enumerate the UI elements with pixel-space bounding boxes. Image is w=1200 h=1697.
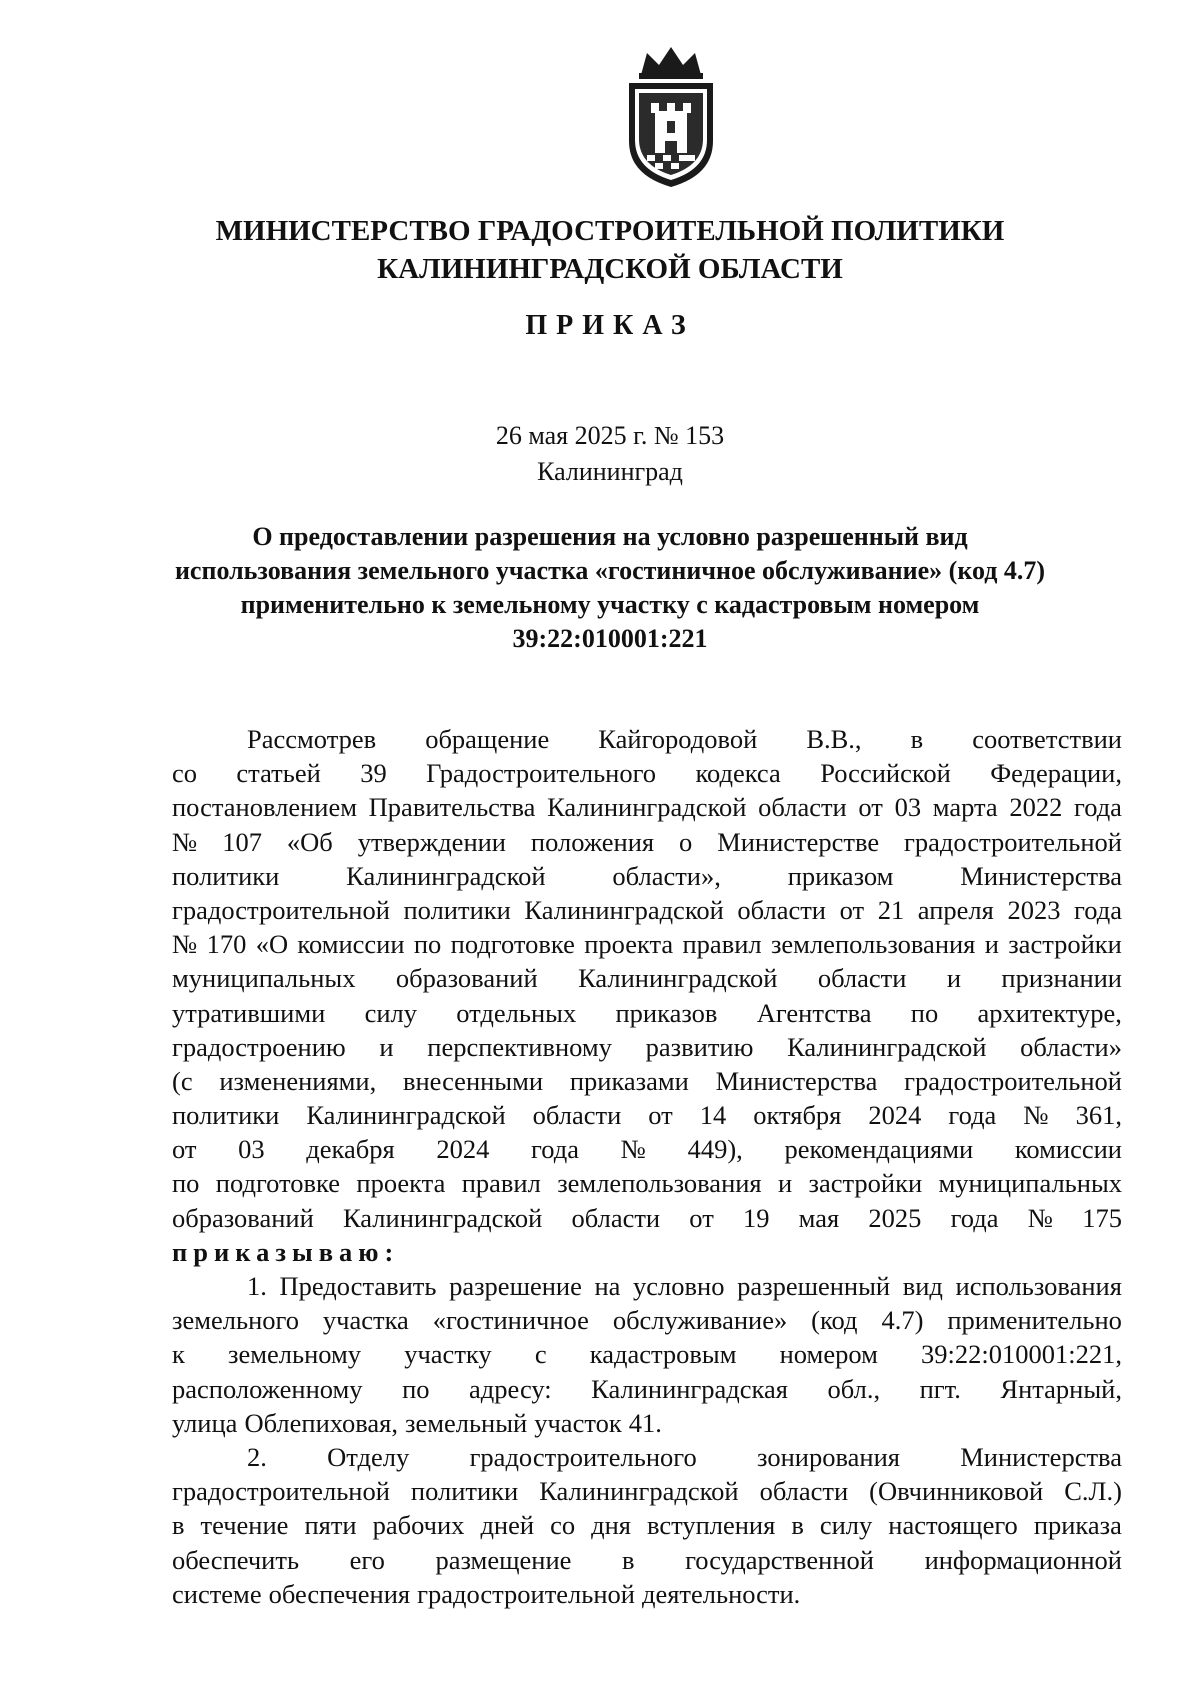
word: течение <box>200 1510 289 1541</box>
word: 21 <box>877 894 905 925</box>
text-line <box>172 927 1122 961</box>
word: и <box>946 963 962 994</box>
text-line <box>172 1064 1122 1098</box>
word: соответствии <box>972 724 1122 754</box>
word: градостроительной <box>417 1578 635 1609</box>
word: области» <box>1020 1031 1122 1062</box>
word: землепользования <box>770 929 976 960</box>
word: Министерстве <box>717 826 880 857</box>
word: государственной <box>685 1544 874 1575</box>
text-line <box>172 1098 1122 1132</box>
word: применительно <box>947 1305 1122 1336</box>
word: градостроительной <box>904 1065 1122 1096</box>
word: пгт. <box>919 1373 961 1404</box>
word: развитию <box>645 1031 754 1062</box>
text-line <box>172 1474 1122 1508</box>
word: настоящего <box>888 1510 1018 1541</box>
word: года <box>948 1100 997 1131</box>
word: области <box>759 1476 849 1507</box>
word: Министерства <box>960 860 1122 891</box>
ministry-name <box>170 212 1050 288</box>
word: Облепиховая, <box>244 1407 398 1438</box>
word: статьей <box>236 758 321 789</box>
subject-line-4: 39:22:010001:221 <box>512 624 708 653</box>
word: информационной <box>924 1544 1122 1575</box>
word: улица <box>172 1407 238 1438</box>
text-line <box>172 859 1122 893</box>
word: 170 <box>206 929 247 960</box>
word: от <box>689 1202 714 1233</box>
word: земельному <box>228 1339 362 1370</box>
date-block <box>420 418 800 490</box>
word: 03 <box>238 1134 265 1165</box>
word: образований <box>395 963 538 994</box>
word: номером <box>779 1339 878 1370</box>
word: Калининградская <box>591 1373 788 1404</box>
subject-line-3: применительно к земельному участку с кадастровым номером <box>240 590 980 619</box>
text-line <box>172 893 1122 927</box>
text-line <box>172 825 1122 859</box>
word: с <box>534 1339 547 1370</box>
word: от <box>172 1134 197 1165</box>
word: градостроению <box>172 1031 346 1062</box>
ministry-line-2: КАЛИНИНГРАДСКОЙ ОБЛАСТИ <box>377 253 843 285</box>
text-line <box>172 1132 1122 1166</box>
word: политики <box>403 894 511 925</box>
word: по <box>910 997 939 1028</box>
text-line <box>172 1166 1122 1200</box>
word: 449), <box>687 1134 743 1165</box>
word: размещение <box>435 1544 572 1575</box>
word: условно <box>633 1271 725 1301</box>
word: Правительства <box>368 792 536 823</box>
word: Калининградской <box>524 894 724 925</box>
word: постановлением <box>172 792 357 823</box>
word: пяти <box>304 1510 357 1541</box>
word: политики <box>410 1476 519 1507</box>
word: «О <box>255 929 289 960</box>
word: со <box>550 1510 576 1541</box>
text-line <box>172 1030 1122 1064</box>
word: правил <box>461 1168 541 1199</box>
word: деятельности. <box>641 1578 801 1609</box>
word: № <box>1027 1202 1054 1233</box>
word: области <box>532 1100 622 1131</box>
word: перспективному <box>427 1031 612 1062</box>
word: к <box>172 1339 185 1370</box>
word: по <box>413 929 442 960</box>
text-line <box>172 1201 1122 1235</box>
word: системе <box>172 1578 262 1609</box>
word: приказами <box>569 1065 689 1096</box>
word: от <box>648 1100 673 1131</box>
word: «гостиничное <box>432 1305 589 1336</box>
word: мая <box>798 1202 840 1233</box>
word: участка <box>322 1305 409 1336</box>
word: проекта <box>584 929 674 960</box>
word: разрешение <box>449 1271 582 1301</box>
word: обеспечения <box>268 1578 411 1609</box>
text-line <box>172 1269 1122 1303</box>
word: 361, <box>1075 1100 1122 1131</box>
word: расположенному <box>172 1373 363 1404</box>
word: области <box>758 792 847 823</box>
text-line <box>172 1508 1122 1542</box>
word: Российской <box>820 758 951 789</box>
word: муниципальных <box>938 1168 1122 1199</box>
word: рекомендациями <box>784 1134 974 1165</box>
text-line <box>172 722 1122 756</box>
word: комиссии <box>297 929 405 960</box>
word: в <box>791 1510 804 1541</box>
word: (код <box>811 1305 858 1336</box>
word: и <box>777 1168 793 1199</box>
word: зонирования <box>757 1441 900 1472</box>
word: 107 <box>222 826 262 857</box>
orders-word: приказываю: <box>172 1236 400 1267</box>
text-line <box>172 1543 1122 1577</box>
word: в <box>910 724 924 754</box>
word: и <box>984 929 999 960</box>
date-number: 26 мая 2025 г. № 153 <box>495 421 725 450</box>
subject-line-2: использования земельного участка «гостиничное обслуживание» (код 4.7) <box>174 556 1046 585</box>
word: кадастровым <box>589 1339 737 1370</box>
word: комиссии <box>1014 1134 1122 1165</box>
city: Калининград <box>537 457 683 486</box>
word: Министерства <box>715 1065 878 1096</box>
word: 03 <box>894 792 922 823</box>
word: участок <box>534 1407 622 1438</box>
word: Янтарный, <box>1000 1373 1122 1404</box>
word: политики <box>172 860 280 891</box>
word: 2024 <box>436 1134 490 1165</box>
word: приказов <box>615 997 718 1028</box>
word: градостроительной <box>172 894 390 925</box>
word: октября <box>753 1100 842 1131</box>
word: положения <box>530 826 655 857</box>
word: декабря <box>306 1134 395 1165</box>
word: образований <box>172 1202 314 1233</box>
word: области», <box>612 860 721 891</box>
word: проекта <box>356 1168 446 1199</box>
word: застройки <box>1008 929 1122 960</box>
word: утверждении <box>357 826 506 857</box>
word: архитектуре, <box>977 997 1122 1028</box>
word: Рассмотрев <box>247 724 377 754</box>
text-line <box>172 1440 1122 1474</box>
text-line <box>172 790 1122 824</box>
word: № <box>172 826 198 857</box>
text-line <box>172 1577 1122 1611</box>
word: земельного <box>172 1305 299 1336</box>
text-line <box>172 1303 1122 1337</box>
word: изменениями, <box>219 1065 377 1096</box>
word: области <box>737 894 826 925</box>
word: приказа <box>1033 1510 1122 1541</box>
word: (с <box>172 1065 193 1096</box>
word: силу <box>819 1510 873 1541</box>
text-line <box>172 961 1122 995</box>
word: года <box>531 1134 579 1165</box>
word: Калининградской <box>342 1202 543 1233</box>
word: 39 <box>360 758 387 789</box>
word: внесенными <box>402 1065 544 1096</box>
word: градостроительной <box>172 1476 390 1507</box>
word: 2022 <box>1009 792 1063 823</box>
order-body <box>172 722 1122 1611</box>
word: Калининградской <box>578 963 778 994</box>
word: Министерства <box>960 1441 1122 1472</box>
word: отдельных <box>456 997 577 1028</box>
word: Отделу <box>327 1441 410 1472</box>
word: муниципальных <box>172 963 356 994</box>
word: № <box>1023 1100 1049 1131</box>
text-line <box>172 756 1122 790</box>
word: застройки <box>808 1168 923 1199</box>
word: 1. <box>247 1271 267 1301</box>
word: подготовке <box>215 1168 341 1199</box>
word: в <box>172 1510 185 1541</box>
word: от <box>839 894 865 925</box>
word: адресу: <box>469 1373 552 1404</box>
text-line <box>172 1337 1122 1371</box>
word: 14 <box>699 1100 727 1131</box>
word: утратившими <box>172 997 326 1028</box>
word: использования <box>955 1271 1122 1301</box>
word: обращение <box>425 724 550 754</box>
word: С.Л.) <box>1064 1476 1122 1507</box>
word: Калининградской <box>306 1100 506 1131</box>
word: 19 <box>742 1202 770 1233</box>
word: 4.7) <box>881 1305 924 1336</box>
word: № <box>620 1134 646 1165</box>
word: от <box>858 792 883 823</box>
word: марта <box>932 792 998 823</box>
word: вид <box>902 1271 943 1301</box>
word: обеспечить <box>172 1544 300 1575</box>
word: дней <box>480 1510 535 1541</box>
word: землепользования <box>557 1168 762 1199</box>
word: года <box>950 1202 999 1233</box>
word: 41. <box>628 1407 662 1438</box>
subject-line-1: О предоставлении разрешения на условно разрешенный вид <box>252 522 968 551</box>
word: кодекса <box>695 758 781 789</box>
word: политики <box>172 1100 280 1131</box>
word: Кайгородовой <box>598 724 758 754</box>
word: Градостроительного <box>426 758 657 789</box>
word: обл., <box>827 1373 881 1404</box>
word: градостроительной <box>904 826 1122 857</box>
word: участку <box>404 1339 492 1370</box>
word: его <box>349 1544 385 1575</box>
word: Калининградской <box>539 1476 739 1507</box>
word: 175 <box>1082 1202 1122 1233</box>
text-line <box>172 1406 1122 1440</box>
word: дня <box>591 1510 631 1541</box>
word: разрешенный <box>737 1271 891 1301</box>
word: области <box>571 1202 661 1233</box>
word: о <box>679 826 693 857</box>
coat-of-arms-emblem <box>615 45 727 190</box>
word: 2023 <box>1007 894 1061 925</box>
word: № <box>172 929 198 960</box>
word: года <box>1074 894 1122 925</box>
word: (Овчинниковой <box>869 1476 1044 1507</box>
word: 39:22:010001:221, <box>921 1339 1122 1370</box>
word: со <box>172 758 198 789</box>
word: 2. <box>247 1441 267 1472</box>
word: В.В., <box>806 724 862 754</box>
word: и <box>379 1031 394 1062</box>
word: Предоставить <box>279 1271 437 1301</box>
word: подготовке <box>450 929 575 960</box>
word: области <box>817 963 907 994</box>
word: обслуживание» <box>612 1305 788 1336</box>
order-subject <box>170 520 1050 656</box>
document-type: ПРИКАЗ <box>525 310 695 341</box>
word: 2024 <box>868 1100 922 1131</box>
word: по <box>402 1373 430 1404</box>
word: приказом <box>787 860 894 891</box>
word: 2025 <box>868 1202 922 1233</box>
word: «Об <box>286 826 333 857</box>
word: Федерации, <box>990 758 1122 789</box>
word: на <box>594 1271 621 1301</box>
ministry-line-1: МИНИСТЕРСТВО ГРАДОСТРОИТЕЛЬНОЙ ПОЛИТИКИ <box>215 215 1005 247</box>
word: земельный <box>404 1407 528 1438</box>
text-line <box>172 996 1122 1030</box>
word: градостроительного <box>469 1441 697 1472</box>
word: апреля <box>917 894 994 925</box>
word: силу <box>364 997 417 1028</box>
word: вступления <box>646 1510 776 1541</box>
word: Калининградской <box>787 1031 987 1062</box>
word: рабочих <box>372 1510 465 1541</box>
word: года <box>1074 792 1122 823</box>
word: Агентства <box>756 997 872 1028</box>
word: Калининградской <box>547 792 747 823</box>
word: Калининградской <box>346 860 546 891</box>
word: по <box>172 1168 200 1199</box>
text-line <box>172 1372 1122 1406</box>
word: признании <box>1001 963 1122 994</box>
word: в <box>621 1544 635 1575</box>
word: правил <box>682 929 762 960</box>
